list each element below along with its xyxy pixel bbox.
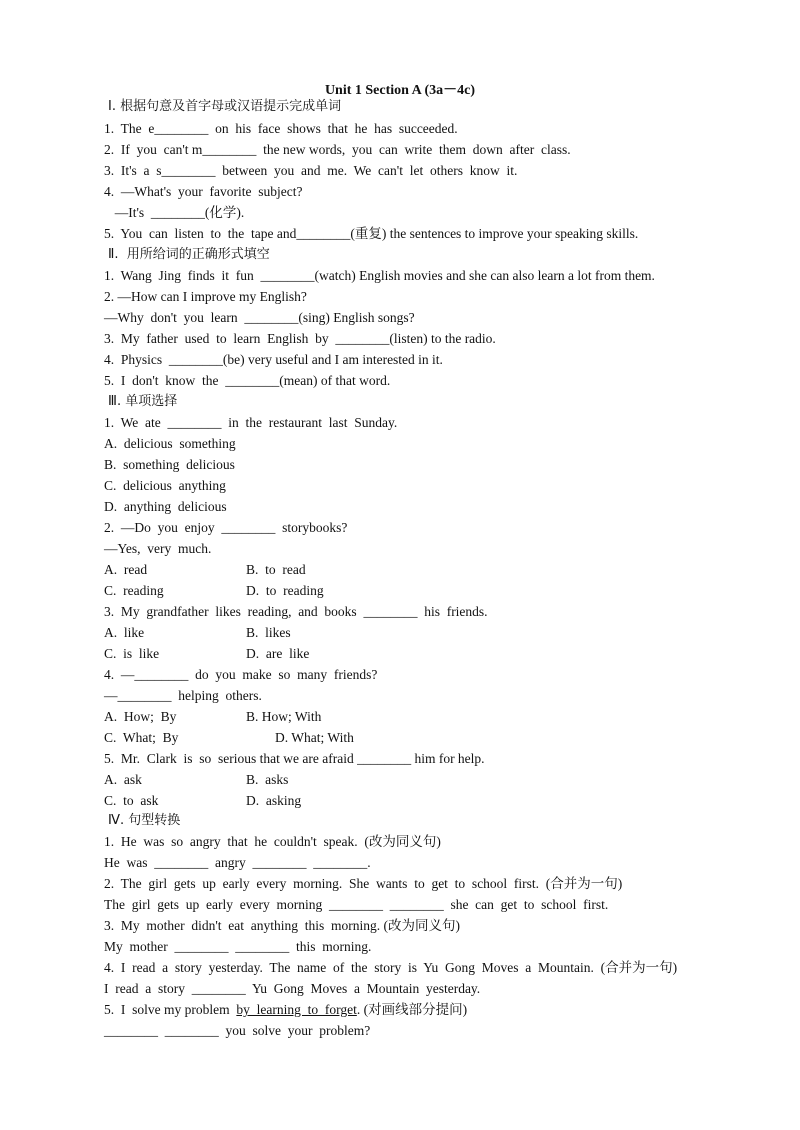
s4-item-5 [104,1001,467,1019]
s3-q1-stem: 1. We ate ________ in the restaurant last Sunday. [104,415,398,430]
s2-item-2: 2. —How can I improve my English? [104,289,307,304]
s3-q1-option-c: C. delicious anything [104,478,226,493]
s3-q4-option-b: B. How; With [246,709,322,724]
s3-q2-option-c: C. reading [104,583,164,598]
s4-item-5-answer: ________ ________ you solve your problem? [104,1023,371,1038]
s3-q2-option-d: D. to reading [246,583,324,598]
s3-q2-reply: —Yes, very much. [104,541,212,556]
s4-item-5-underlined: by learning to forget [236,1002,357,1017]
s4-item-3: 3. My mother didn't eat anything this morning. (改为同义句) [104,918,461,933]
s3-q3-option-b: B. likes [246,625,291,640]
s3-q4-option-d: D. What; With [275,730,354,745]
s3-q1-option-a: A. delicious something [104,436,236,451]
s1-item-3: 3. It's a s________ between you and me. We can't let others know it. [104,163,518,178]
s2-item-2-reply: —Why don't you learn ________(sing) English songs? [104,310,415,325]
s3-q5-option-c: C. to ask [104,793,159,808]
s3-q5-option-b: B. asks [246,772,289,787]
section-3-heading: Ⅲ. 单项选择 [108,394,178,409]
s4-item-1-answer: He was ________ angry ________ ________. [104,855,371,870]
s4-item-5-prefix: 5. I solve my problem [104,1002,237,1017]
s3-q1-option-d: D. anything delicious [104,499,227,514]
s4-item-4: 4. I read a story yesterday. The name of the story is Yu Gong Moves a Mountain. (合并为一句) [104,960,678,975]
s3-q4-option-a: A. How; By [104,709,177,724]
section-4-heading: Ⅳ. 句型转换 [108,813,181,828]
s3-q2-stem: 2. —Do you enjoy ________ storybooks? [104,520,348,535]
s1-item-1: 1. The e________ on his face shows that he has succeeded. [104,121,458,136]
s3-q5-option-d: D. asking [246,793,302,808]
s1-item-4-reply: —It's ________(化学). [108,205,245,220]
s4-item-2-answer: The girl gets up early every morning ________ ________ she can get to school first. [104,897,609,912]
s2-item-5: 5. I don't know the ________(mean) of that word. [104,373,391,388]
section-2-heading: Ⅱ. 用所给词的正确形式填空 [108,247,270,262]
s2-item-3: 3. My father used to learn English by ________(listen) to the radio. [104,331,496,346]
s3-q2-option-a: A. read [104,562,148,577]
s3-q3-option-a: A. like [104,625,145,640]
s4-item-5-suffix: . (对画线部分提问) [356,1002,468,1017]
s3-q2-option-b: B. to read [246,562,306,577]
s3-q4-stem: 4. —________ do you make so many friends? [104,667,378,682]
s2-item-1: 1. Wang Jing finds it fun ________(watch) English movies and she can also learn a lot from them. [104,268,655,283]
s3-q5-option-a: A. ask [104,772,142,787]
s3-q3-option-d: D. are like [246,646,310,661]
s2-item-4: 4. Physics ________(be) very useful and I am interested in it. [104,352,443,367]
section-1-heading: Ⅰ. 根据句意及首字母或汉语提示完成单词 [108,99,342,114]
s4-item-1: 1. He was so angry that he couldn't speak. (改为同义句) [104,834,441,849]
s1-item-5: 5. You can listen to the tape and________(重复) the sentences to improve your speaking skills. [104,226,639,241]
s3-q4-reply: —________ helping others. [104,688,262,703]
s3-q4-option-c: C. What; By [104,730,179,745]
s1-item-2: 2. If you can't m________ the new words, you can write them down after class. [104,142,571,157]
s3-q1-option-b: B. something delicious [104,457,235,472]
s4-item-3-answer: My mother ________ ________ this morning. [104,939,372,954]
s3-q5-stem: 5. Mr. Clark is so serious that we are afraid ________ him for help. [104,751,485,766]
s4-item-2: 2. The girl gets up early every morning. She wants to get to school first. (合并为一句) [104,876,623,891]
s4-item-4-answer: I read a story ________ Yu Gong Moves a Mountain yesterday. [104,981,481,996]
s1-item-4: 4. —What's your favorite subject? [104,184,303,199]
page-title: Unit 1 Section A (3a－4c) [324,83,476,98]
s3-q3-stem: 3. My grandfather likes reading, and books ________ his friends. [104,604,488,619]
s3-q3-option-c: C. is like [104,646,160,661]
